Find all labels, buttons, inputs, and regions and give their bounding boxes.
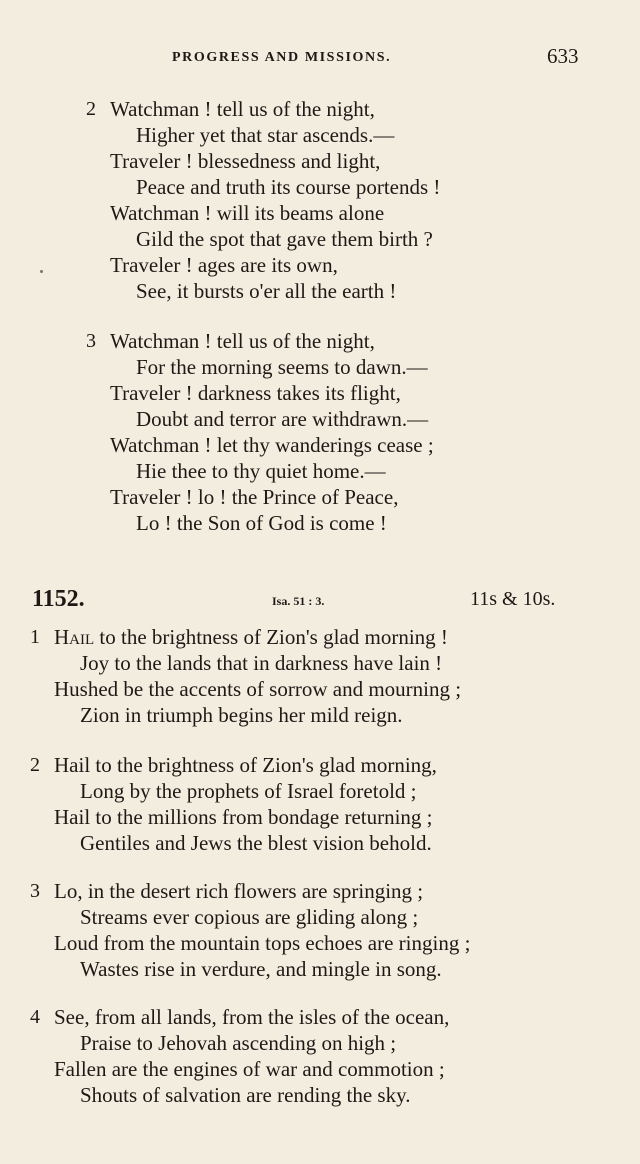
verse-line: Gentiles and Jews the blest vision behold. <box>80 831 432 855</box>
stanza-number: 3 <box>86 330 96 352</box>
verse-line: Watchman ! tell us of the night, <box>110 329 375 353</box>
verse-line: Watchman ! tell us of the night, <box>110 97 375 121</box>
verse-line: Traveler ! lo ! the Prince of Peace, <box>110 485 399 509</box>
hymn-meter: 11s & 10s. <box>470 588 556 610</box>
verse-line: Loud from the mountain tops echoes are ringing ; <box>54 931 471 955</box>
print-speck <box>40 270 43 273</box>
verse-line: Gild the spot that gave them birth ? <box>136 227 433 251</box>
verse-line: Peace and truth its course portends ! <box>136 175 441 199</box>
verse-line: Wastes rise in verdure, and mingle in song. <box>80 957 442 981</box>
verse-line: See, from all lands, from the isles of the ocean, <box>54 1005 450 1029</box>
stanza-number: 4 <box>30 1006 40 1028</box>
verse-line: Watchman ! will its beams alone <box>110 201 385 225</box>
verse-line: Hushed be the accents of sorrow and mourning ; <box>54 677 462 701</box>
verse-line: Lo ! the Son of God is come ! <box>136 511 387 535</box>
verse-line: Hail to the millions from bondage returning ; <box>54 805 433 829</box>
initial-word: Hail <box>54 625 95 649</box>
stanza-number: 3 <box>30 880 40 902</box>
hymn-heading <box>0 586 640 616</box>
page-number: 633 <box>547 44 579 68</box>
hymn-number: 1152. <box>32 586 85 612</box>
verse-line: Watchman ! let thy wanderings cease ; <box>110 433 434 457</box>
verse-line: For the morning seems to dawn.— <box>136 355 428 379</box>
verse-line: Praise to Jehovah ascending on high ; <box>80 1031 397 1055</box>
verse-line: Traveler ! blessedness and light, <box>110 149 381 173</box>
verse-line: Traveler ! ages are its own, <box>110 253 338 277</box>
running-title: PROGRESS AND MISSIONS. <box>172 50 392 65</box>
verse-line: See, it bursts o'er all the earth ! <box>136 279 397 303</box>
verse-line: Higher yet that star ascends.— <box>136 123 395 147</box>
first-line-rest: to the brightness of Zion's glad morning ! <box>94 625 448 649</box>
verse-line: Lo, in the desert rich flowers are springing ; <box>54 879 424 903</box>
stanza-number: 2 <box>30 754 40 776</box>
verse-line: Streams ever copious are gliding along ; <box>80 905 419 929</box>
stanza-number: 1 <box>30 626 40 648</box>
verse-line: Traveler ! darkness takes its flight, <box>110 381 401 405</box>
verse-line: Hail to the brightness of Zion's glad morning, <box>54 753 437 777</box>
verse-line: Long by the prophets of Israel foretold ; <box>80 779 417 803</box>
verse-line: Fallen are the engines of war and commotion ; <box>54 1057 445 1081</box>
verse-line: Zion in triumph begins her mild reign. <box>80 703 403 727</box>
verse-line: Joy to the lands that in darkness have lain ! <box>80 651 443 675</box>
page-header <box>0 44 640 72</box>
scripture-reference: Isa. 51 : 3. <box>272 594 325 608</box>
verse-line: Hie thee to thy quiet home.— <box>136 459 386 483</box>
stanza-number: 2 <box>86 98 96 120</box>
verse-line-first <box>54 624 448 650</box>
verse-line: Shouts of salvation are rending the sky. <box>80 1083 411 1107</box>
verse-line: Doubt and terror are withdrawn.— <box>136 407 429 431</box>
